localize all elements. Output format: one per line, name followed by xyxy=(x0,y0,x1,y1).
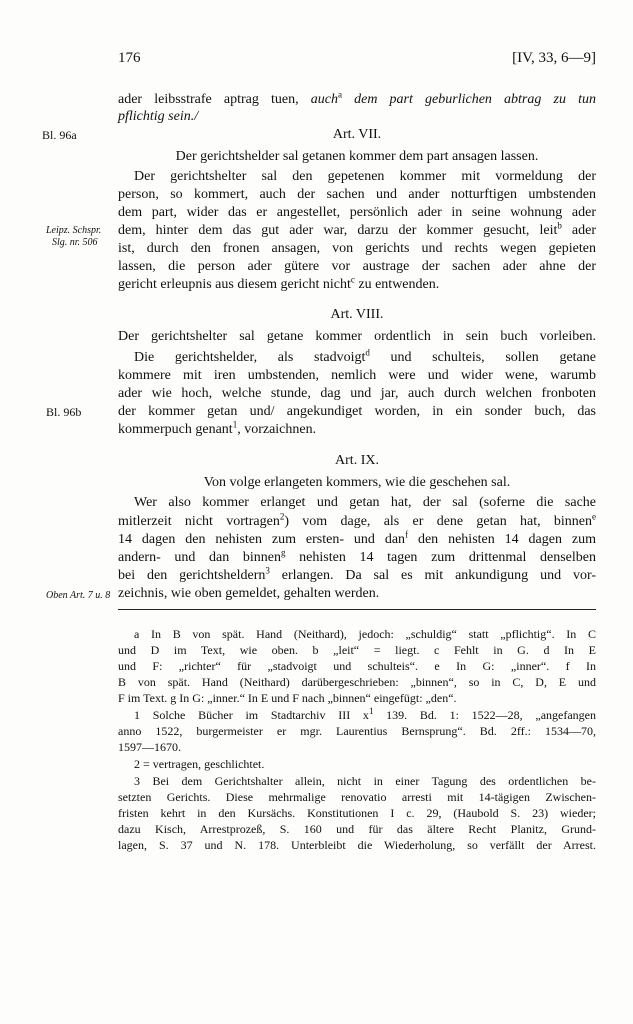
text-line: ist, durch den fronen ansagen, von gerichts und rechts wegen gepieten xyxy=(118,241,596,256)
article-9-title: Art. IX. xyxy=(335,453,379,468)
text-line: dem part, wider das er angestellet, persönlich ader in seine wohnung ader xyxy=(118,205,596,220)
margin-folio-96b: Bl. 96b xyxy=(46,405,82,419)
margin-reference: Slg. nr. 506 xyxy=(52,237,98,248)
footnote-line: anno 1522, burgermeister er mgr. Laurentius Bernsprung“. Bd. 2ff.: 1534—70, xyxy=(118,724,596,738)
text-line: Wer also kommer erlanget und getan hat, der sal (soferne die sache xyxy=(134,495,596,510)
apparatus-line: a In B von spät. Hand (Neithard), jedoch: „schuldig“ statt „pflichtig“. In C xyxy=(134,627,596,641)
footnote-line: lagen, S. 37 und N. 178. Unterbleibt die Wiederholung, so verfällt der Arrest. xyxy=(118,838,596,852)
text-line: dem, hinter dem das gut ader war, darzu der kommer gesucht, leit$^b$ ader xyxy=(118,220,596,238)
footnote-2: 2 = vertragen, geschlichtet. xyxy=(134,757,265,771)
article-8-heading: Der gerichtshelter sal getane kommer ordentlich in sein buch vorleiben. xyxy=(118,329,596,344)
margin-reference: Leipz. Schspr. xyxy=(46,225,102,236)
article-8-title: Art. VIII. xyxy=(330,307,384,322)
text-line: ader leibsstrafe aptrag tuen, auch$^a$ dem part geburlichen abtrag zu tun xyxy=(118,89,596,107)
apparatus-line: F im Text. g In G: „inner.“ In E und F nach „binnen“ eingefügt: „den“. xyxy=(118,691,457,705)
apparatus-line: und D im Text, wie oben. b „leit“ = liegt. c Fehlt in G. d In E xyxy=(118,643,596,657)
apparatus-line: B von spät. Hand (Neithard) darübergeschrieben: „binnen“, so in C, D, E und xyxy=(118,675,596,689)
footnote-line: fristen kehrt in den Kursächs. Konstitutionen I c. 29, (Haubold S. 23) wieder; xyxy=(118,806,596,820)
footnote-divider xyxy=(118,609,596,610)
text-line: kommere mit iren umbstenden, nemlich were und wider wene, warumb xyxy=(118,368,596,383)
margin-reference: Oben Art. 7 u. 8 xyxy=(46,590,111,601)
text-line: der kommer getan und/ angekundiget worden, in ein sonder buch, das xyxy=(118,404,596,419)
text-line: pflichtig sein./ xyxy=(118,109,199,124)
article-7-title: Art. VII. xyxy=(332,127,382,142)
text-line: ader wie hoch, welche stunde, dag und jar, auch durch welchen fronboten xyxy=(118,386,596,401)
text-line: kommerpuch genant$^1$, vorzaichnen. xyxy=(118,419,317,437)
footnote-line: dazu Kisch, Arrestprozeß, S. 160 und für das ältere Recht Planitz, Grund- xyxy=(118,822,596,836)
margin-folio-96a: Bl. 96a xyxy=(42,128,77,142)
text-line: lassen, die person ader gütere vor austrage der sachen ader ahne der xyxy=(118,259,596,274)
footnote-line: setzten Gerichts. Diese mehrmalige renovatio arresti mit 14-tägigen Zwischen- xyxy=(118,790,596,804)
footnote-3: 3 Bei dem Gerichtshalter allein, nicht in einer Tagung des ordentlichen be- xyxy=(134,774,596,788)
text-line: mitlerzeit nicht vortragen$^2$) vom dage, als er dene getan hat, binnen$^e$ xyxy=(118,511,597,529)
footnote-1: 1 Solche Bücher im Stadtarchiv III $x^1$ 139. Bd. 1: 1522—28, „angefangen xyxy=(134,706,596,722)
article-7-heading: Der gerichtshelder sal getanen kommer dem part ansagen lassen. xyxy=(175,149,539,164)
text-line: zeichnis, wie oben gemeldet, gehalten werden. xyxy=(118,586,380,601)
text-line: bei den gerichtsheldern$^3$ erlangen. Da sal es mit ankundigung und vor- xyxy=(118,565,596,583)
text-line: Der gerichtshelter sal den gepetenen kommer mit vormeldung der xyxy=(134,169,596,184)
section-reference: [IV, 33, 6—9] xyxy=(512,50,596,66)
apparatus-line: und F: „richter“ für „stadvoigt und schulteis“. e In G: „inner“. f In xyxy=(118,659,596,673)
text-line: 14 dagen den nehisten zum ersten- und dan$^f$ den nehisten 14 dagen zum xyxy=(118,529,596,547)
article-9-heading: Von volge erlangeten kommers, wie die geschehen sal. xyxy=(203,475,511,490)
text-line: gericht erleupnis aus diesem gericht nicht$^c$ zu entwenden. xyxy=(118,274,440,292)
text-line: andern- und dan binnen$^g$ nehisten 14 tagen zum drittenmal denselben xyxy=(118,547,596,565)
text-line: Die gerichtshelder, als stadvoigt$^d$ und schulteis, sollen getane xyxy=(134,347,596,365)
text-line: person, so kommert, auch der sachen und ander notturftigen umbstenden xyxy=(118,187,596,202)
page-number: 176 xyxy=(118,50,141,66)
footnote-line: 1597—1670. xyxy=(118,740,181,754)
